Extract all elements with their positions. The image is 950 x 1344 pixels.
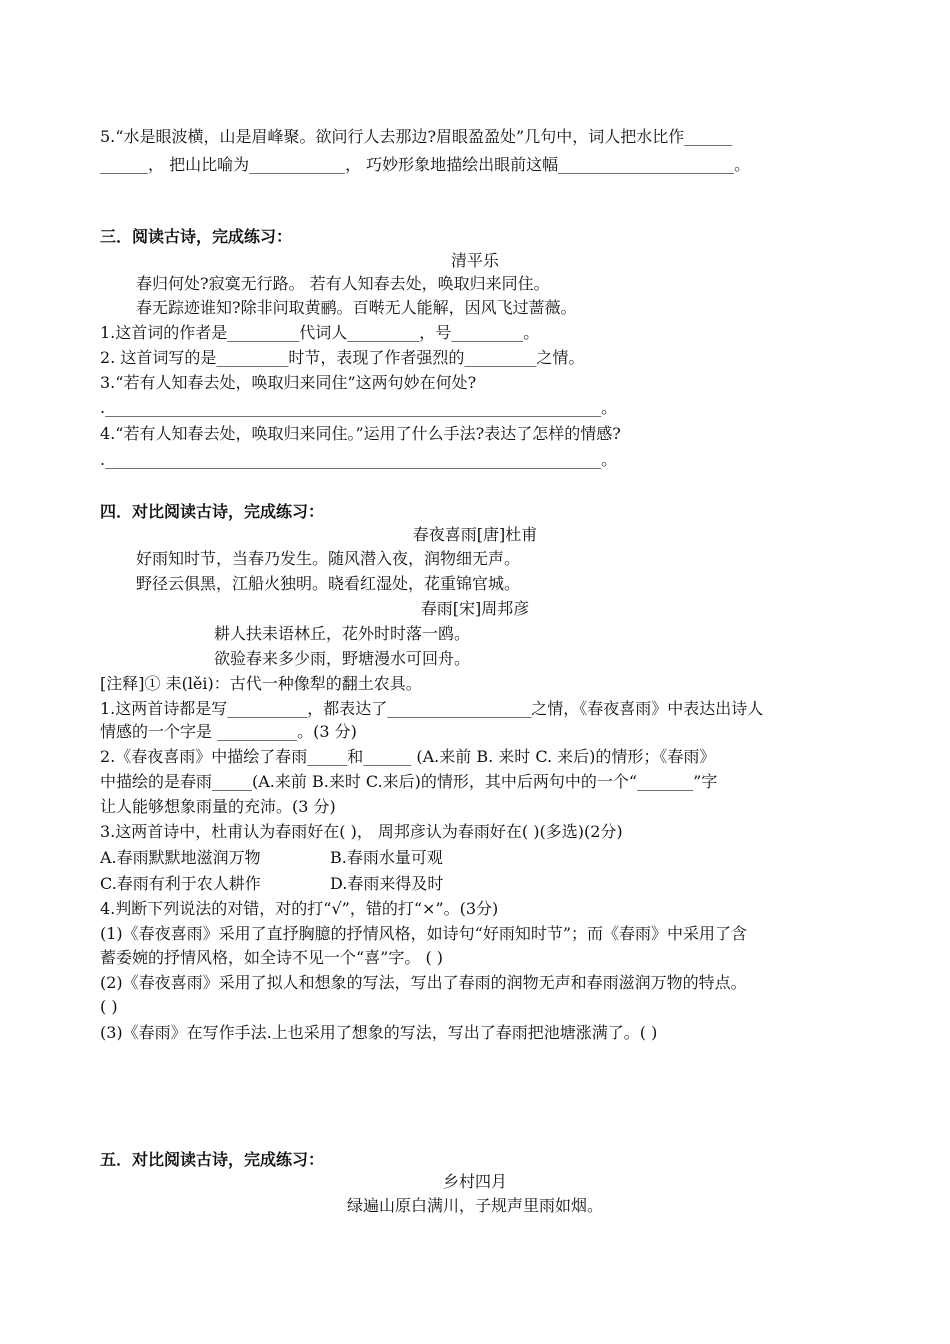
annotation-note: [注释]① 耒(lěi)：古代一种像犁的翻土农具。 — [100, 674, 422, 693]
poem-line: 春归何处?寂寞无行路。 若有人知春去处，唤取归来同住。 — [136, 274, 550, 293]
answer-line-3: .______________________________________________________________。 — [100, 398, 618, 417]
statement-2-line1: (2)《春夜喜雨》采用了拟人和想象的写法，写出了春雨的润物无声和春雨滋润万物的特点。 — [100, 973, 747, 992]
section-4-heading: 四．对比阅读古诗，完成练习： — [100, 502, 325, 521]
question-4: 4.“若有人知春去处，唤取归来同住。”运用了什么手法?表达了怎样的情感? — [100, 424, 621, 443]
poem-line: 欲验春来多少雨，野塘漫水可回舟。 — [214, 649, 471, 668]
section-3-heading: 三．阅读古诗，完成练习： — [100, 227, 293, 246]
statement-2-line2: ( ) — [100, 997, 118, 1016]
question-4: 4.判断下列说法的对错，对的打“√”，错的打“×”。(3分) — [100, 899, 499, 918]
poem-line: 野径云俱黑，江船火独明。晓看红湿处，花重锦官城。 — [136, 574, 521, 593]
question-1-line2: 情感的一个字是 __________。(3 分) — [100, 722, 357, 741]
poem-title-chunyu: 春雨[宋]周邦彦 — [420, 599, 530, 618]
question-5-line1: 5.“水是眼波横，山是眉峰聚。欲问行人去那边?眉眼盈盈处”几句中，词人把水比作______ — [100, 127, 733, 146]
option-b: B.春雨水量可观 — [330, 848, 443, 867]
question-3: 3.这两首诗中，杜甫认为春雨好在( )， 周邦彦认为春雨好在( )(多选)(2分) — [100, 822, 623, 841]
question-5-line2: ______， 把山比喻为____________， 巧妙形象地描绘出眼前这幅______________________。 — [100, 155, 751, 174]
poem-line: 耕人扶耒语林丘，花外时时落一鸥。 — [214, 624, 471, 643]
poem-title-qingpingle: 清平乐 — [450, 251, 499, 270]
option-a: A.春雨默默地滋润万物 — [100, 848, 261, 867]
statement-1-line2: 蓄委婉的抒情风格，如全诗不见一个“喜”字。 ( ) — [100, 948, 444, 967]
question-3: 3.“若有人知春去处，唤取归来同住”这两句妙在何处? — [100, 373, 477, 392]
question-2-line1: 2.《春夜喜雨》中描绘了春雨_____和______ (A.来前 B. 来时 C. 来后)的情形；《春雨》 — [100, 747, 716, 766]
poem-line: 春无踪迹谁知?除非问取黄鹂。百啭无人能解，因风飞过蔷薇。 — [136, 298, 577, 317]
answer-line-4: .______________________________________________________________。 — [100, 450, 618, 469]
poem-title-xiangcunsiyue: 乡村四月 — [442, 1172, 507, 1191]
option-c: C.春雨有利于农人耕作 — [100, 874, 261, 893]
poem-line: 绿遍山原白满川，子规声里雨如烟。 — [346, 1196, 603, 1215]
section-5-heading: 五．对比阅读古诗，完成练习： — [100, 1150, 325, 1169]
statement-1-line1: (1)《春夜喜雨》采用了直抒胸臆的抒情风格，如诗句“好雨知时节”；而《春雨》中采用了含 — [100, 924, 748, 943]
question-2-line2: 中描绘的是春雨_____(A.来前 B.来时 C.来后)的情形，其中后两句中的一个“_______”字 — [100, 772, 718, 791]
poem-title-chunyexiyu: 春夜喜雨[唐]杜甫 — [412, 525, 538, 544]
question-2-line3: 让人能够想象雨量的充沛。(3 分) — [100, 797, 336, 816]
question-2: 2. 这首词写的是_________时节，表现了作者强烈的_________之情。 — [100, 348, 585, 367]
question-1: 1.这首词的作者是_________代词人_________，号_________。 — [100, 323, 540, 342]
option-d: D.春雨来得及时 — [330, 874, 444, 893]
question-1-line1: 1.这两首诗都是写__________，都表达了__________________之情，《春夜喜雨》中表达出诗人 — [100, 699, 764, 718]
poem-line: 好雨知时节，当春乃发生。随风潜入夜，润物细无声。 — [136, 549, 521, 568]
statement-3: (3)《春雨》在写作手法.上也采用了想象的写法，写出了春雨把池塘涨满了。( ) — [100, 1023, 658, 1042]
